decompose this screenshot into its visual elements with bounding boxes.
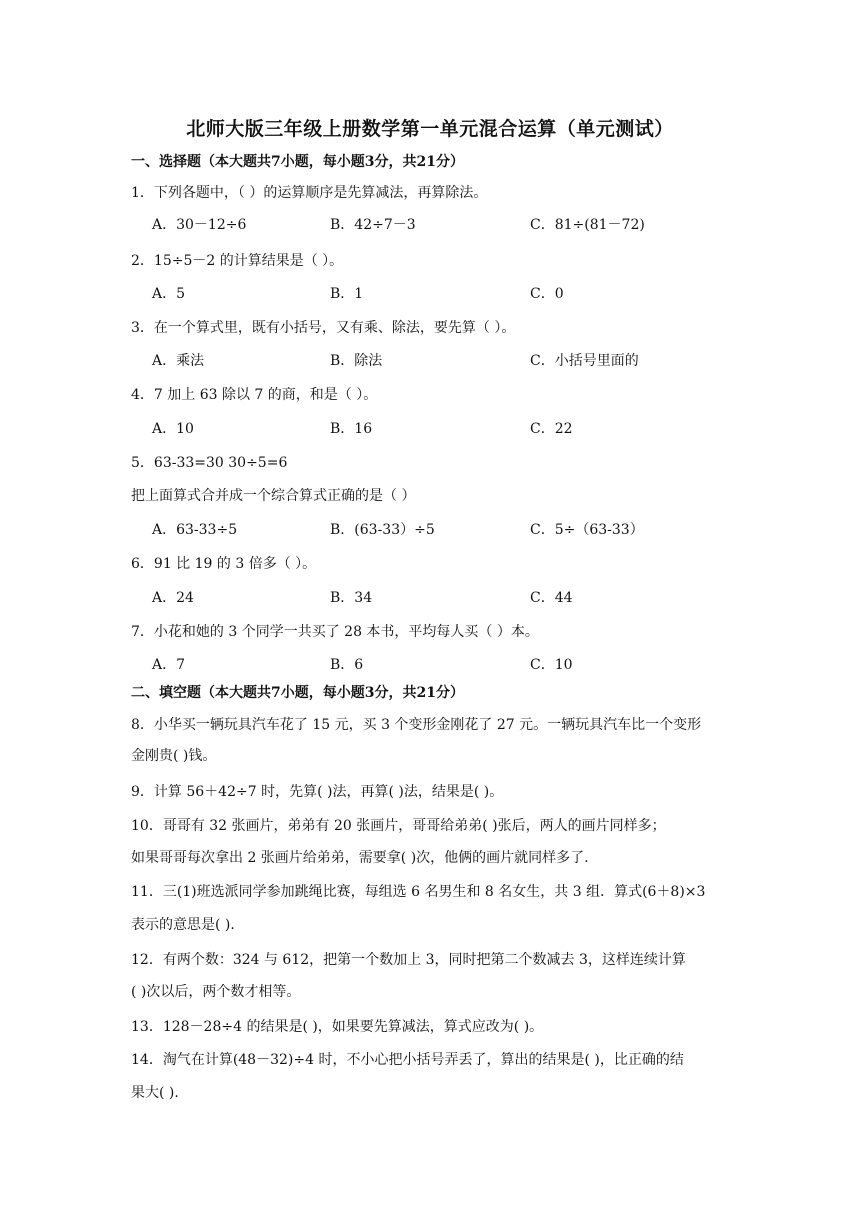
option-b: B．1	[330, 286, 364, 302]
option-c: C．22	[530, 421, 573, 437]
option-a: A．乘法	[152, 353, 205, 369]
question-14-line-2: 果大( ).	[131, 1085, 179, 1101]
page-title: 北师大版三年级上册数学第一单元混合运算（单元测试）	[186, 118, 674, 140]
option-a: A．24	[152, 590, 194, 606]
question-7: 7．小花和她的 3 个同学一共买了 28 本书，平均每人买（ ）本。	[131, 624, 539, 640]
question-6-options	[0, 587, 860, 607]
option-a: A．10	[152, 421, 194, 437]
option-c: C．5÷（63-33）	[530, 522, 644, 538]
option-c: C．10	[530, 657, 573, 673]
question-4-options	[0, 418, 860, 438]
option-c: C．44	[530, 590, 573, 606]
question-10: 10．哥哥有 32 张画片，弟弟有 20 张画片，哥哥给弟弟( )张后，两人的画片同样多；	[131, 818, 666, 834]
question-4: 4．7 加上 63 除以 7 的商，和是（ ）。	[131, 387, 378, 403]
question-14: 14．淘气在计算(48－32)÷4 时，不小心把小括号弄丢了，算出的结果是( )，比正确的结	[131, 1052, 684, 1068]
option-c: C．0	[530, 286, 564, 302]
question-3-options	[0, 350, 860, 370]
question-6: 6．91 比 19 的 3 倍多（ ）。	[131, 556, 317, 572]
question-11-line-2: 表示的意思是( ).	[131, 917, 235, 933]
question-2: 2．15÷5－2 的计算结果是（ ）。	[131, 253, 344, 269]
question-12: 12．有两个数：324 与 612，把第一个数加上 3，同时把第二个数减去 3，这样连续计算	[131, 952, 686, 968]
question-5: 5．63-33=30 30÷5=6	[131, 455, 288, 471]
option-a: A．63-33÷5	[152, 522, 238, 538]
option-c: C．81÷(81－72)	[530, 217, 645, 233]
option-a: A．5	[152, 286, 186, 302]
question-7-options	[0, 654, 860, 674]
question-10-line-2: 如果哥哥每次拿出 2 张画片给弟弟，需要拿( )次，他俩的画片就同样多了.	[131, 850, 589, 866]
question-5-prompt: 把上面算式合并成一个综合算式正确的是（ ）	[131, 488, 416, 504]
option-b: B．42÷7－3	[330, 217, 416, 233]
question-11: 11．三(1)班选派同学参加跳绳比赛，每组选 6 名男生和 8 名女生，共 3 组．算式(6＋8)×3	[131, 884, 706, 900]
question-12-line-2: ( )次以后，两个数才相等。	[131, 984, 301, 1000]
question-3: 3．在一个算式里，既有小括号，又有乘、除法，要先算（ ）。	[131, 320, 516, 336]
option-b: B．6	[330, 657, 364, 673]
question-1-options	[0, 214, 860, 234]
option-b: B．16	[330, 421, 373, 437]
option-c: C．小括号里面的	[530, 353, 639, 369]
question-8: 8．小华买一辆玩具汽车花了 15 元，买 3 个变形金刚花了 27 元。一辆玩具汽车比一个变形	[131, 717, 702, 733]
section-heading-choice: 一、选择题（本大题共7小题，每小题3分，共21分）	[131, 154, 464, 170]
question-8-line-2: 金刚贵( )钱。	[131, 748, 217, 764]
option-b: B．除法	[330, 353, 383, 369]
question-2-options	[0, 283, 860, 303]
option-b: B．(63-33）÷5	[330, 522, 435, 538]
question-1: 1．下列各题中，（ ）的运算顺序是先算减法，再算除法。	[131, 185, 488, 201]
question-13: 13．128－28÷4 的结果是( )，如果要先算减法，算式应改为( )。	[131, 1019, 544, 1035]
section-heading-fill: 二、填空题（本大题共7小题，每小题3分，共21分）	[131, 685, 464, 701]
option-a: A．7	[152, 657, 186, 673]
question-5-options	[0, 519, 860, 539]
question-9: 9．计算 56＋42÷7 时，先算( )法，再算( )法，结果是( )。	[131, 784, 504, 800]
option-b: B．34	[330, 590, 373, 606]
option-a: A．30－12÷6	[152, 217, 247, 233]
